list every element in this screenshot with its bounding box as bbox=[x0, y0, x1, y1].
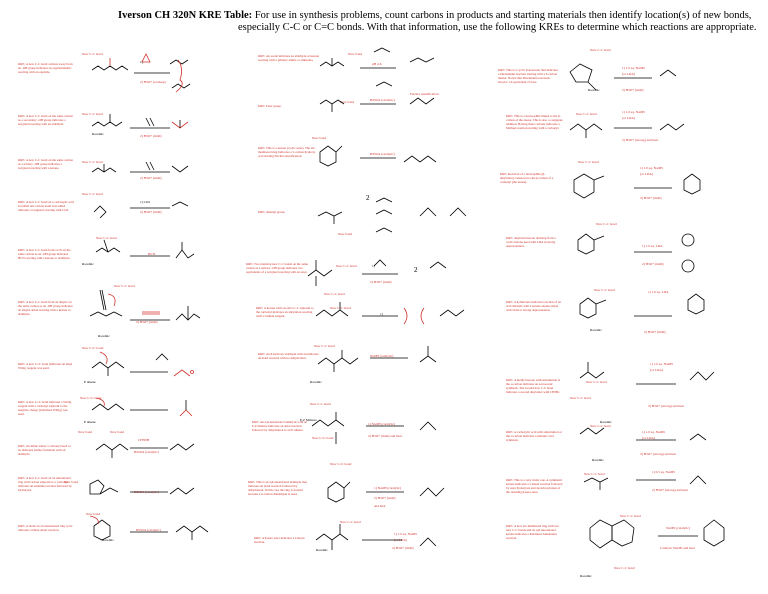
racemic-label: Racemic bbox=[82, 262, 94, 266]
new-bond-label: New C-C bond bbox=[590, 48, 611, 52]
reagent-label: 2) H3O+ (mild) bbox=[374, 496, 396, 500]
kre-entry: KRE: A new C-C bond from a CN on the same carbon as an -OH group indicates HCN reacting with a ketone or aldehyde. bbox=[18, 248, 71, 260]
kre-entry: KRE: This is a very tricky one. A symmetric ketone indicates a Claisen reaction followed by ester hydrolysis and decarboxylation of the resulting β-keto ester. bbox=[506, 478, 563, 494]
structure-row-1 bbox=[92, 54, 190, 92]
kre-entry: KRE: A β-keto ester indicates a Claisen reaction. bbox=[254, 536, 305, 544]
reagent-label: 2) H3O+ (mild) bbox=[140, 176, 162, 180]
new-bond-label: New C-C bond bbox=[314, 344, 335, 348]
kre-entry: KRE: An imine where a carbonyl used to be indicates amine formation with an aldehyde. bbox=[18, 444, 71, 456]
new-bond-label: New C-C bond bbox=[82, 52, 103, 56]
new-bond-label: New bond bbox=[348, 52, 363, 56]
new-bond-label: New C-C bond bbox=[82, 192, 103, 196]
reagent-label: 1) bbox=[140, 60, 143, 64]
kre-entry: KRE: A new C-C bond carbons away from an -OH group indicates an organometallic reacting with an epoxide. bbox=[18, 62, 73, 74]
new-bond-label: New C=C bond bbox=[80, 396, 102, 400]
structure-row-22 bbox=[570, 64, 676, 90]
structure-row-5 bbox=[96, 240, 194, 258]
reagent-label: 2) H3O+ (mild) bbox=[140, 134, 162, 138]
new-bond-label: New bond bbox=[340, 100, 355, 104]
reagent-label: HCN bbox=[148, 252, 156, 256]
new-bond-label: New C-C bond bbox=[340, 520, 361, 524]
kre-entry: KRE: A carboxylic acid with substitution at the α-carbon indicates a malonic acid synthesis. bbox=[506, 430, 562, 442]
structure-row-21 bbox=[316, 524, 436, 550]
structure-row-2 bbox=[92, 114, 188, 128]
kre-entry: KRE: Two identical new C-C bonds on the same carbon as a tertiary -OH group indicates two equivalents of a Grignard reacting with an ester. bbox=[246, 262, 309, 274]
kre-entry: KRE: An acetal indicates an aldehyde or ketone reacting with a primary amine or ammonia. bbox=[258, 54, 319, 62]
kre-entry: KRE: This is a ketone (cyclic ester). The six-membered ring indicates a 5-carbon hydroxy acid starting Fischer esterification. bbox=[258, 146, 316, 158]
reagent-label: 2 bbox=[366, 194, 370, 202]
new-bond-label: New C-C bond bbox=[590, 424, 611, 428]
reagent-label: 1) bbox=[372, 264, 375, 268]
reagent-label: 2) H3O+ (strong) and heat bbox=[622, 138, 658, 142]
structure-row-19 bbox=[312, 412, 436, 444]
reagent-label: 1) NaOH (catalytic) bbox=[368, 422, 396, 426]
kre-entry: KRE: This is an α,β-unsaturated aldehyde that indicates an aldol reaction followed by dehydration. In this case the ring is formed because a 6-carbon dialdehyde is used. bbox=[248, 480, 307, 496]
new-bond-label: New C-C bond bbox=[578, 160, 599, 164]
e-alkene-label: E alkene bbox=[84, 380, 96, 384]
reagent-label: 1) bbox=[380, 312, 383, 316]
kre-entry: KRE: A new C-C bond on the same carbon as a tertiary -OH group indicates a Grignard reacting with a ketone. bbox=[18, 158, 73, 170]
reagent-label: 1) 1.0 eq. NaOEt bbox=[640, 166, 664, 170]
reagent-label: H2SO4 (catalytic) bbox=[134, 450, 159, 454]
e-alkene-label: E alkene bbox=[84, 420, 96, 424]
reagent-label: 2) H3O+ (mild) bbox=[136, 320, 158, 324]
kre-entry: KRE: A ketone with an extra C-C adjacent to the carbonyl indicates an alkylation reacting with a Gilman reagent. bbox=[256, 306, 314, 318]
new-bond-label: New C-C bond bbox=[330, 306, 351, 310]
racemic-label: Racemic bbox=[102, 538, 114, 542]
kre-entry: KRE: A methyl ketone with substitution at the α-carbon indicates an acetoacetic synthesis. The second new C-C bond indicates a second alkylation with CH3Br. bbox=[506, 378, 561, 394]
structure-row-11 bbox=[90, 516, 208, 540]
reagent-label: 2 bbox=[414, 266, 418, 274]
new-bond-label: New C-C bond bbox=[324, 292, 345, 296]
new-bond-label: New C-C bond bbox=[96, 236, 117, 240]
kre-entry: KRE: A new C=C bond indicates a Wittig reagent with a carbonyl adjacent to the negative charge (stabilized Wittig) was used. bbox=[18, 400, 72, 416]
kre-entry: KRE: An α,β-unsaturated aldehyde with an E,Z mixture indicates an aldol reaction followed by dehydration to an E-alkene. bbox=[252, 420, 307, 432]
reagent-label: (or LDA) bbox=[640, 172, 653, 176]
kre-entry: KRE: An β-hydroxy aldehyde with an indicates an aldol reaction with no dehydration. bbox=[258, 352, 319, 360]
kre-entry: KRE: A new C=C bond (indicates an alkyl Wittig reagent was used. bbox=[18, 362, 73, 370]
reagent-label: H2SO4 (catalytic) bbox=[136, 528, 161, 532]
reagent-label: 2) H3O+ (mild) bbox=[140, 210, 162, 214]
reagent-label: H2SO4 (catalytic) bbox=[370, 98, 395, 102]
reagent-label: 1) 1.0 eq. NaOEt bbox=[394, 532, 418, 536]
racemic-label: Racemic bbox=[316, 548, 328, 552]
racemic-label: Racemic bbox=[588, 88, 600, 92]
kre-entry: KRE: Reaction of a nucleophile (β-alkylation) connected to the β-carbon of a carbonyl (the enone). bbox=[500, 172, 554, 184]
header-instructions-1: For use in synthesis problems, count carbons in products and starting materials then identify location(s) of new bonds, bbox=[254, 10, 752, 21]
table-title: Iverson CH 320N KRE Table: bbox=[118, 10, 253, 21]
new-bond-label: New C-C bond bbox=[594, 288, 615, 292]
structure-row-9 bbox=[96, 444, 194, 458]
reagent-label: 2) H3O+ (mild) bbox=[644, 330, 666, 334]
kre-entry: KRE: A new C-C bond on an unsaturated ring with carbon adjacent to a carbonyl indicates an enamine reaction followed by hydrolysis. bbox=[18, 476, 72, 492]
new-bond-label: New C-C bond bbox=[114, 284, 135, 288]
new-bond-label: New bond bbox=[338, 232, 353, 236]
new-bond-label: New C-C bond bbox=[336, 264, 357, 268]
racemic-label: Racemic bbox=[592, 458, 604, 462]
new-bond-label: New C-C bond bbox=[82, 160, 103, 164]
structure-row-15 bbox=[318, 194, 466, 232]
new-bond-label: New bond bbox=[312, 136, 327, 140]
structure-row-23 bbox=[570, 124, 684, 138]
reagent-label: 2) H3O+ (mild) bbox=[642, 262, 664, 266]
structure-row-14 bbox=[320, 146, 436, 166]
kre-entry: KRE: A new six-membered ring with two new C-C bonds and an α,β-unsaturated ketone indicates a Robinson Annulation reaction. bbox=[506, 524, 560, 540]
reagent-label: (or LDA) bbox=[622, 72, 635, 76]
structure-row-20 bbox=[328, 482, 444, 502]
reagent-label: H2SO4 (catalytic) bbox=[370, 152, 395, 156]
new-bond-label: New C-C bond bbox=[586, 380, 607, 384]
new-bond-label: New C-C bond bbox=[584, 472, 605, 476]
new-bond-label: New C-C bond bbox=[82, 112, 103, 116]
kre-entry: KRE: This is a nucleophile linked to the β-carbon of the enone. This is also a conjugate addition. Having three carbons indicates a Michael reaction starting with a carbonyl. bbox=[506, 114, 563, 130]
reagent-label: 2) H3O+ (strong) and heat bbox=[640, 452, 676, 456]
reagent-label: 1) CO2 bbox=[140, 200, 151, 204]
racemic-label: Racemic bbox=[590, 328, 602, 332]
kre-entry: KRE: A diene on an unsaturated ring cycle indicates a Diels-Alder reaction. bbox=[18, 524, 73, 532]
reagent-label: 2) H3O+ (strong) and heat bbox=[648, 404, 684, 408]
new-bond-label: New C-C bond bbox=[614, 566, 635, 570]
reagent-label: (or LDA) bbox=[622, 116, 635, 120]
new-bond-label: New C=C bond bbox=[82, 346, 104, 350]
structure-row-3 bbox=[92, 162, 188, 172]
reagent-label: 1) 0.5 eq. NaOEt bbox=[652, 470, 676, 474]
reagent-label: 2) H3O+ (mild) bbox=[622, 88, 644, 92]
structure-row-13 bbox=[320, 82, 434, 112]
reagent-label: NaOH (catalytic) bbox=[370, 354, 394, 358]
structure-row-26 bbox=[580, 294, 704, 318]
structure-row-18 bbox=[318, 346, 436, 372]
new-bond-label: New C-C bond bbox=[596, 222, 617, 226]
structure-row-30 bbox=[590, 520, 724, 548]
reagent-label: 2) H3O+ (mild) bbox=[640, 196, 662, 200]
racemic-label: Racemic bbox=[580, 574, 592, 578]
reagent-label: Fischer esterification bbox=[410, 92, 439, 96]
new-bond-label: New bond bbox=[86, 512, 101, 516]
structure-row-17 bbox=[316, 302, 464, 324]
new-bond-label: New C-C bond bbox=[310, 402, 331, 406]
kre-entry: KRE: A new C-C bond on a carboxylic acid in which one carbon atom was added indicates a Grignard reacting with CO2. bbox=[18, 200, 74, 212]
reagent-label: 2) H3O+ (strong) and heat bbox=[652, 488, 688, 492]
kre-entry: KRE: This is a cyclic β-ketoester that indicates a Dieckmann reaction starting with a 6-carbon diester. Notice that Dieckmann reactions involve 1,6 equivalent of base. bbox=[498, 68, 558, 84]
structure-row-16 bbox=[308, 260, 446, 286]
kre-entry: KRE: alkylated ketone deriving from a cyclic ketone used with LDA in strong deprotonation. bbox=[506, 236, 556, 248]
ez-mixture-label: E,Z Mixture bbox=[300, 418, 317, 422]
reagent-label: and heat bbox=[374, 504, 386, 508]
kre-entry: KRE: A new C-C bond from an alkyne on the same carbon as an -OH group indicates an alkyne anion reacting with a ketone or aldehyde. bbox=[18, 300, 73, 316]
kre-entry: KRE: Ester group. bbox=[258, 104, 282, 108]
kre-entry: KRE: A β-diketone indicates reaction of an acid chloride with a ketone enolate made with LDA or strong deprotonation. bbox=[506, 300, 561, 312]
structure-row-24 bbox=[574, 174, 700, 198]
kre-entry: KRE: Alkenyl group. bbox=[258, 210, 286, 214]
structure-row-29 bbox=[584, 476, 706, 490]
reagent-label: 2) H3O+ (mild) bbox=[370, 280, 392, 284]
reagent-label: 2) H3O+ (mild) bbox=[392, 546, 414, 550]
reagent-label: 2) H3O+ (mild) and heat bbox=[368, 434, 402, 438]
structure-row-4 bbox=[94, 202, 188, 218]
racemic-label: Racemic bbox=[310, 380, 322, 384]
reagent-label: (or LDA) bbox=[394, 538, 407, 542]
racemic-label: Racemic bbox=[600, 420, 612, 424]
new-bond-label: New bond bbox=[110, 430, 125, 434]
structure-row-27 bbox=[580, 362, 714, 384]
new-bond-label: New C-C bond bbox=[570, 396, 591, 400]
new-bond-label: New C=C bond bbox=[330, 462, 352, 466]
new-bond-label: New C-C bond bbox=[620, 514, 641, 518]
header-instructions-2: especially C-C or C=C bonds. With that information, use the following KREs to determine which reactions are appropriate. bbox=[238, 22, 757, 33]
structure-row-8 bbox=[92, 398, 192, 416]
new-bond-label: New bond bbox=[64, 480, 79, 484]
reagent-label: 1) NaOH (catalytic) bbox=[374, 486, 402, 490]
reagent-label: 1) 1.0 eq. LDA bbox=[648, 290, 669, 294]
reagent-label: NaOEt (catalytic) bbox=[666, 526, 691, 530]
reagent-label: 1) 1.0 eq. LDA bbox=[642, 244, 663, 248]
structure-row-12 bbox=[320, 48, 434, 68]
reagent-label: 2) H3O+ (workup) bbox=[140, 80, 166, 84]
reagent-label: 1) 1.0 eq. NaOEt bbox=[622, 110, 646, 114]
reagent-label: pH 4-6 bbox=[372, 62, 382, 66]
structure-row-6 bbox=[90, 290, 200, 320]
new-bond-label: New C=C bond bbox=[312, 436, 334, 440]
reagent-label: 1) 1.0 eq. NaOEt bbox=[642, 430, 666, 434]
reagent-label: (or LDA) bbox=[642, 436, 655, 440]
racemic-label: Racemic bbox=[98, 334, 110, 338]
structure-row-25 bbox=[578, 234, 694, 272]
new-bond-label: New C-C bond bbox=[576, 112, 597, 116]
new-bond-label: New bond bbox=[78, 430, 93, 434]
kre-entry: KRE: A new C-C bond on the same carbon as a secondary -OH group indicates a Grignard reacting with an aldehyde. bbox=[18, 114, 73, 126]
structure-row-28 bbox=[580, 428, 706, 440]
structure-row-7 bbox=[92, 352, 194, 376]
reagent-label: 1) 1.0 eq. NaOEt bbox=[622, 66, 646, 70]
reagent-label: 1) 1.0 eq. NaOEt bbox=[650, 362, 674, 366]
racemic-label: Racemic bbox=[92, 132, 104, 136]
structure-row-10 bbox=[90, 480, 194, 494]
reagent-label: (or LDA) bbox=[650, 368, 663, 372]
reagent-label: Catalytic NaOEt and heat bbox=[660, 546, 695, 550]
reagent-label: CH3NH bbox=[138, 438, 150, 442]
reagent-label: H2SO4 (catalytic) bbox=[134, 490, 159, 494]
